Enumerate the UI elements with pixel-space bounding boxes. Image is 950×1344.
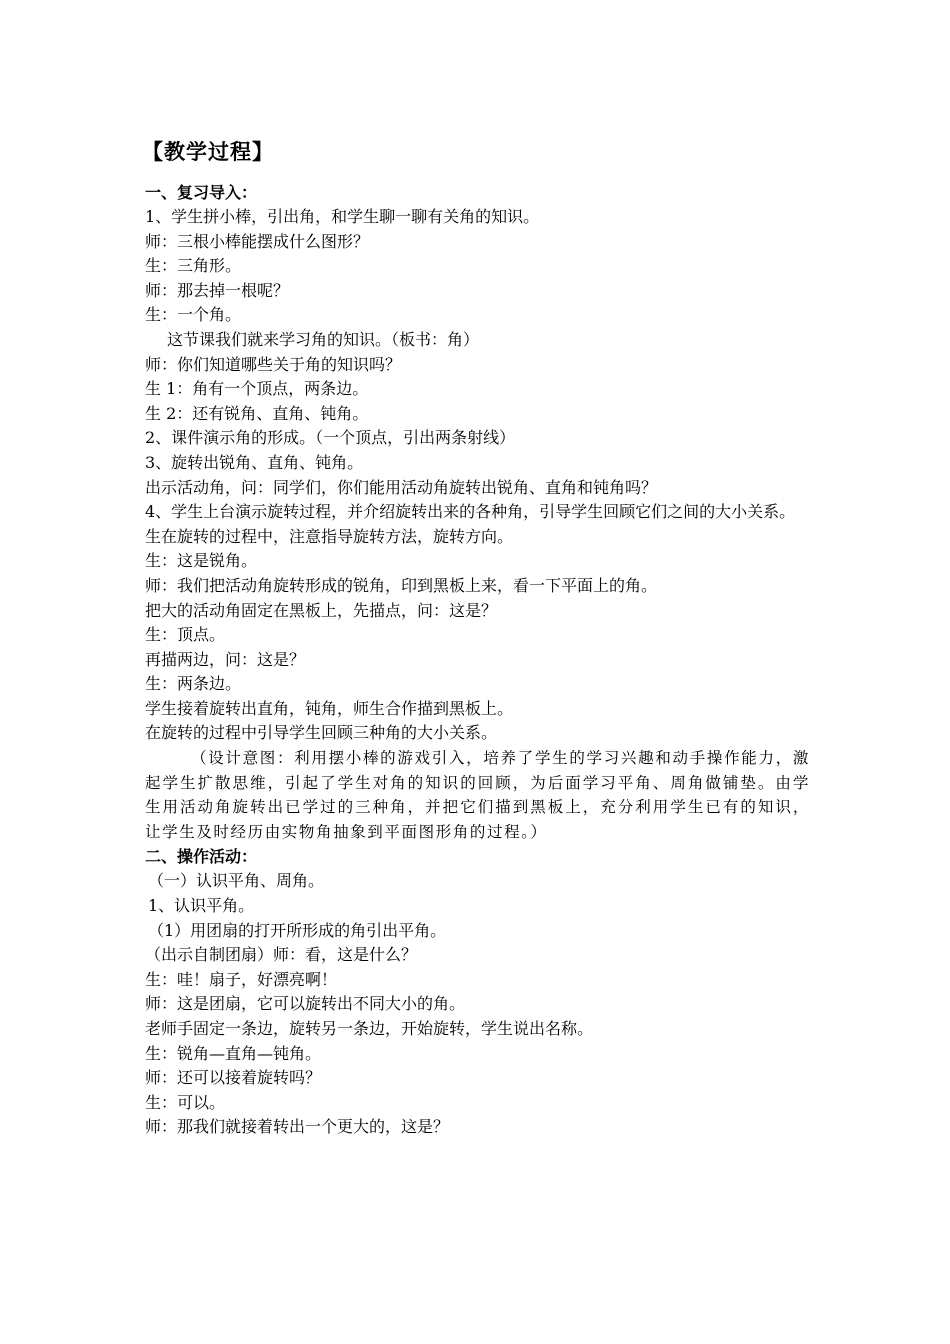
paragraph-line: （一）认识平角、周角。 <box>148 871 325 891</box>
paragraph-line: 生 2：还有锐角、直角、钝角。 <box>145 403 369 423</box>
paragraph-line: 生 1：角有一个顶点，两条边。 <box>145 379 369 399</box>
paragraph-line: 把大的活动角固定在黑板上，先描点，问：这是？ <box>145 600 498 620</box>
paragraph-line: 这节课我们就来学习角的知识。（板书：角） <box>167 329 480 349</box>
paragraph-line: 1、学生拼小棒，引出角，和学生聊一聊有关角的知识。 <box>145 207 540 226</box>
paragraph-line: 生：三角形。 <box>145 256 242 276</box>
paragraph-line: 师：那去掉一根呢？ <box>145 280 290 300</box>
document-body <box>142 136 810 1140</box>
paragraph-line: 师：这是团扇，它可以旋转出不同大小的角。 <box>145 994 466 1014</box>
paragraph-line: 再描两边，问：这是？ <box>145 649 306 669</box>
paragraph-line: 生：顶点。 <box>145 625 226 645</box>
paragraph-line: 2、课件演示角的形成。（一个顶点，引出两条射线） <box>145 428 516 448</box>
paragraph-line: 学生接着旋转出直角，钝角，师生合作描到黑板上。 <box>145 698 514 718</box>
paragraph-line: 生：这是锐角。 <box>145 551 258 571</box>
paragraph-line: 4、学生上台演示旋转过程，并介绍旋转出来的各种角，引导学生回顾它们之间的大小关系。 <box>145 502 796 522</box>
paragraph-line: 生：哇！扇子，好漂亮啊！ <box>145 969 338 989</box>
section-heading-review: 一、复习导入： <box>145 183 258 202</box>
paragraph-line: 师：三根小棒能摆成什么图形？ <box>145 231 370 251</box>
paragraph-line: 1、认识平角。 <box>148 896 255 916</box>
paragraph-line: 师：我们把活动角旋转形成的锐角，印到黑板上来，看一下平面上的角。 <box>145 575 658 595</box>
paragraph-line: 出示活动角，问：同学们，你们能用活动角旋转出锐角、直角和钝角吗？ <box>145 477 658 497</box>
paragraph-line: 老师手固定一条边，旋转另一条边，开始旋转，学生说出名称。 <box>145 1019 594 1038</box>
page-title: 【教学过程】 <box>142 140 274 164</box>
paragraph-line: 在旋转的过程中引导学生回顾三种角的大小关系。 <box>145 723 498 743</box>
design-intent-note: （设计意图：利用摆小棒的游戏引入，培养了学生的学习兴趣和动手操作能力，激起学生扩散思维，引起了学生对角的知识的回顾，为后面学习平角、周角做铺垫。由学生用活动角旋转出已学过的三种角，并把它们描到黑板上，充分利用学生已有的知识，让学生及时经历由实物角抽象到平面图形角的过程。） <box>145 749 810 841</box>
paragraph-line: 生：可以。 <box>145 1092 226 1112</box>
paragraph-line: 生：一个角。 <box>145 305 242 325</box>
paragraph-line: 生：两条边。 <box>145 674 242 694</box>
paragraph-line: 生：锐角—直角—钝角。 <box>145 1043 322 1063</box>
paragraph-line: 师：还可以接着旋转吗？ <box>145 1068 322 1088</box>
paragraph-line: 生在旋转的过程中，注意指导旋转方法，旋转方向。 <box>145 526 514 546</box>
paragraph-line: 师：你们知道哪些关于角的知识吗？ <box>145 354 402 374</box>
paragraph-line: （1）用团扇的打开所形成的角引出平角。 <box>148 920 447 940</box>
section-heading-activities: 二、操作活动： <box>145 847 258 867</box>
paragraph-line: 师：那我们就接着转出一个更大的，这是？ <box>145 1117 450 1137</box>
paragraph-line: （出示自制团扇）师：看，这是什么？ <box>145 945 418 965</box>
paragraph-line: 3、旋转出锐角、直角、钝角。 <box>145 452 364 472</box>
